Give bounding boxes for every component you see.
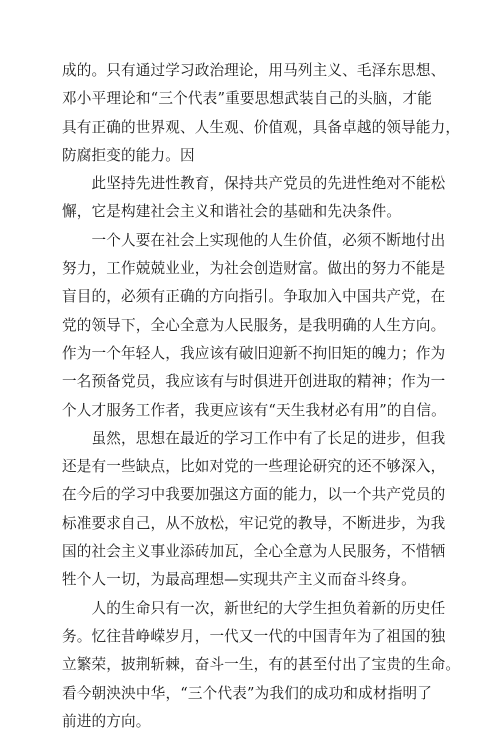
text-line: 牲个人一切，为最高理想—实现共产主义而奋斗终身。	[62, 571, 416, 589]
text-line: 邓小平理论和“三个代表”重要思想武装自己的头脑，才能	[62, 90, 432, 108]
text-line: 看今朝泱泱中华，“三个代表”为我们的成功和成材指明了	[62, 684, 432, 702]
paragraph-4	[62, 425, 446, 595]
paragraph-1	[62, 57, 461, 170]
text-line: 一个人要在社会上实现他的人生价值，必须不断地付出	[62, 231, 446, 249]
paragraph-3	[62, 227, 446, 425]
text-line: 党的领导下，全心全意为人民服务，是我明确的人生方向。	[62, 316, 446, 334]
text-line: 前进的方向。	[62, 712, 151, 730]
text-line: 成的。只有通过学习政治理论，用马列主义、毛泽东思想、	[62, 62, 446, 79]
paragraph-2	[62, 170, 446, 227]
text-line: 一名预备党员，我应该有与时俱进开创进取的精神；作为一	[62, 373, 446, 391]
text-line: 盲目的，必须有正确的方向指引。争取加入中国共产党，在	[62, 288, 446, 306]
text-line: 具有正确的世界观、人生观、价值观，具备卓越的领导能力，	[62, 118, 461, 136]
text-line: 虽然，思想在最近的学习工作中有了长足的进步，但我	[62, 429, 446, 447]
text-line: 此坚持先进性教育，保持共产党员的先进性绝对不能松	[62, 175, 446, 193]
text-line: 立繁荣，披荆斩棘，奋斗一生，有的甚至付出了宝贵的生命。	[62, 656, 461, 674]
text-line: 个人才服务工作者，我更应该有“天生我材必有用”的自信。	[62, 401, 446, 419]
text-line: 人的生命只有一次，新世纪的大学生担负着新的历史任	[62, 599, 446, 617]
paragraph-5	[62, 595, 461, 736]
text-column	[62, 57, 461, 736]
text-line: 在今后的学习中我要加强这方面的能力，以一个共产党员的	[62, 486, 446, 504]
text-line: 懈，它是构建社会主义和谐社会的基础和先决条件。	[62, 203, 402, 221]
text-line: 防腐拒变的能力。因	[62, 146, 195, 164]
text-line: 标准要求自己，从不放松，牢记党的教导，不断进步，为我	[62, 514, 446, 532]
text-line: 还是有一些缺点，比如对党的一些理论研究的还不够深入，	[62, 458, 446, 476]
text-line: 作为一个年轻人，我应该有破旧迎新不拘旧矩的魄力；作为	[62, 344, 446, 362]
text-line: 务。忆往昔峥嵘岁月，一代又一代的中国青年为了祖国的独	[62, 627, 446, 645]
text-line: 努力，工作兢兢业业，为社会创造财富。做出的努力不能是	[62, 260, 446, 278]
text-line: 国的社会主义事业添砖加瓦，全心全意为人民服务，不惜牺	[62, 543, 446, 561]
